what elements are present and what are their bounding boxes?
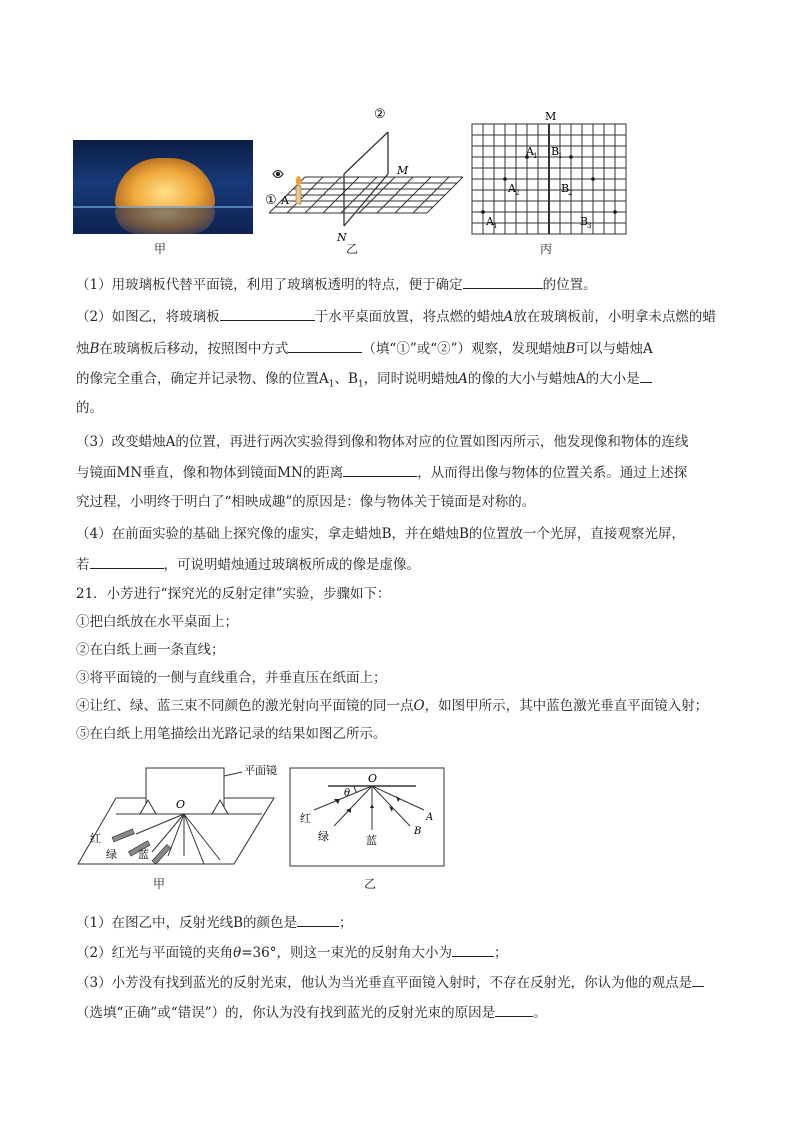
label-theta: θ [344,788,351,799]
answer-blank-8[interactable] [452,942,494,957]
caption-bing: 丙 [540,242,553,256]
q21-sub2: （2）红光与平面镜的夹角θ=36°，则这一束光的反射角大小为 ； [76,942,736,963]
label-candle-a: A [281,194,289,207]
candle-a [296,176,301,204]
label-b1-top: B [551,145,560,158]
q21-sub3-line2: （选填“正确”或“错误”）的，你认为没有找到蓝光的反射光束的原因是 。 [76,1002,736,1023]
answer-blank-7[interactable] [297,912,339,927]
label-plane-mirror: 平面镜 [244,764,277,777]
view-position-1: ① [265,193,277,208]
glass-plate [344,132,388,226]
q21-step4: ④让红、绿、蓝三束不同颜色的激光射向平面镜的同一点O，如图甲所示，其中蓝色激光垂直平面镜入射； [76,698,709,714]
paper-frame [290,768,444,866]
top-figure-row [70,104,670,264]
answer-blank-2[interactable] [220,306,315,321]
answer-blank-4[interactable] [640,368,652,383]
label-m-yi: M [397,164,409,177]
sub-a2: 2 [515,189,520,197]
caption-jia-21: 甲 [153,877,166,891]
label-red-yi: 红 [300,812,311,825]
label-ray-a: A [426,812,434,823]
answer-blank-9[interactable] [692,972,704,987]
sub-b3: 3 [587,222,592,230]
q20-part2-line1: （2）如图乙，将玻璃板 于水平桌面放置，将点燃的蜡烛A放在玻璃板前，小明拿未点燃的蜡 [76,306,736,327]
theta-arc [354,786,357,793]
q20-part4-line1: （4）在前面实验的基础上探究像的虚实，拿走蜡烛B，并在蜡烛B的位置放一个光屏，直接观察光屏， [76,526,685,542]
q20-part4-line2: 若 ，可说明蜡烛通过玻璃板所成的像是虚像。 [76,554,736,575]
q21-step5: ⑤在白纸上用笔描绘出光路记录的结果如图乙所示。 [76,726,387,742]
q21-step2: ②在白纸上画一条直线； [76,642,225,658]
sub-a1-bottom: 1 [493,222,498,230]
label-blue-yi: 蓝 [366,834,377,847]
position-grid-figure [468,108,630,238]
mirror-leader-line [224,772,242,776]
caption-jia: 甲 [154,242,167,256]
q20-part3-line2: 与镜面MN垂直，像和物体到镜面MN的距离 ，从而得出像与物体的位置关系。通过上述探 [76,462,736,483]
label-a2: A [508,182,516,195]
eye-icon [273,171,283,178]
label-n-yi: N [337,231,347,244]
label-m-bing: M [545,110,557,123]
q21-sub3-line1: （3）小芳没有找到蓝光的反射光束，他认为当光垂直平面镜入射时，不存在反射光，你认为他的观点是 [76,972,736,993]
label-ray-b: B [414,826,422,837]
sub-a1-top: 1 [533,152,538,160]
label-green-yi: 绿 [318,830,329,843]
ray-diagram-figure [288,766,448,870]
red-incident-ray [314,786,372,810]
label-blue-jia: 蓝 [138,848,149,861]
view-position-2: ② [374,107,386,122]
q21-intro: 21．小芳进行“探究光的反射定律”实验，步骤如下： [76,586,391,602]
label-a1-top: A [526,145,534,158]
caption-yi: 乙 [346,242,359,256]
label-b3: B [580,215,589,228]
answer-blank-10[interactable] [495,1002,533,1017]
label-a1-bottom: A [486,215,494,228]
sub-b1-top: 1 [558,152,563,160]
dome-shape [115,158,215,208]
answer-blank-6[interactable] [90,554,164,569]
q20-part3-line3: 究过程，小明终于明白了“相映成趣”的原因是：像与物体关于镜面是对称的。 [76,494,536,510]
opera-house-photo [73,140,253,234]
label-green-jia: 绿 [106,848,117,861]
reflected-ray-b [372,786,410,826]
q20-part2-line2: 烛B在玻璃板后移动，按照图中方式 （填“①”或“②”）观察，发现蜡烛B可以与蜡烛A [76,338,736,359]
caption-yi-21: 乙 [364,877,377,891]
answer-blank-5[interactable] [343,462,417,477]
q20-part3-line1: （3）改变蜡烛A的位置，再进行两次实验得到像和物体对应的位置如图丙所示，他发现像和物体的连线 [76,434,689,450]
q21-step3: ③将平面镜的一侧与直线重合，并垂直压在纸面上； [76,670,387,686]
label-o-jia: O [176,798,186,811]
label-b2: B [561,182,570,195]
answer-blank-1[interactable] [463,274,543,289]
q21-step1: ①把白纸放在水平桌面上； [76,614,238,630]
reflection-apparatus-figure [76,760,281,870]
q20-part2-line3: 的像完全重合，确定并记录物、像的位置$A_1$、$B_1$，同时说明蜡烛A的像的大小与蜡烛A的大小是 [76,368,736,395]
green-incident-ray [334,786,372,826]
dome-reflection [115,208,215,234]
q20-part2-line4: 的。 [76,400,103,416]
q20-part1: （1）用玻璃板代替平面镜，利用了玻璃板透明的特点，便于确定 的位置。 [76,274,736,295]
sub-b2: 2 [568,189,573,197]
mirror-grid-figure [265,104,470,254]
q21-sub1: （1）在图乙中，反射光线B的颜色是 ； [76,912,736,933]
answer-blank-3[interactable] [288,338,362,353]
label-o-yi: O [368,772,378,785]
label-red-jia: 红 [90,832,101,845]
